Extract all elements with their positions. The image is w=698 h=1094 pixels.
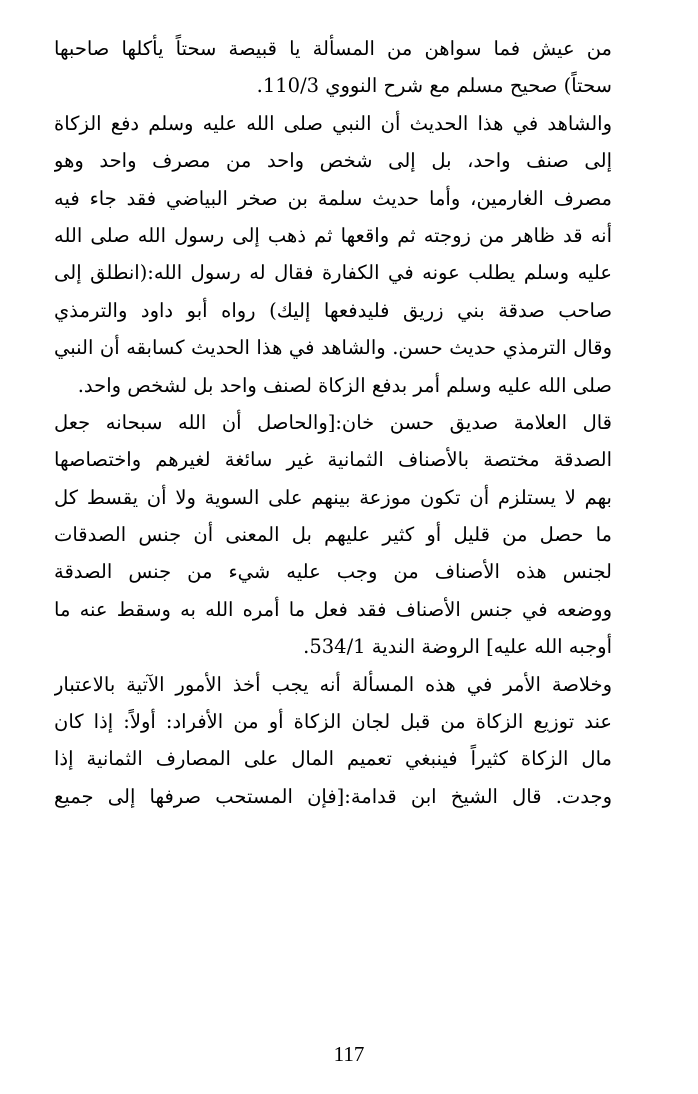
text-line: بهم لا يستلزم أن تكون موزعة بينهم على السوية ولا أن يقسط كل <box>54 485 612 509</box>
text-line: مصرف الغارمين، وأما حديث سلمة بن صخر البياضي فقد جاء فيه <box>54 186 612 210</box>
text-line: من عيش فما سواهن من المسألة يا قبيصة سحتاً يأكلها صاحبها <box>54 37 612 60</box>
text-line: عليه وسلم يطلب عونه في الكفارة فقال له رسول الله:(انطلق إلى <box>54 261 612 285</box>
text-line: صاحب صدقة بني زريق فليدفعها إليك) رواه أبو داود والترمذي <box>54 298 612 322</box>
text-line: عند توزيع الزكاة من قبل لجان الزكاة أو من الأفراد: أولاً: إذا كان <box>54 710 612 734</box>
text-line: الصدقة مختصة بالأصناف الثمانية غير سائغة لغيرهم واختصاصها <box>54 448 612 472</box>
text-line: والشاهد في هذا الحديث أن النبي صلى الله عليه وسلم دفع الزكاة <box>54 111 612 135</box>
text-line: إلى صنف واحد، بل إلى شخص واحد من مصرف واحد وهو <box>54 149 612 173</box>
text-line: ما حصل من قليل أو كثير عليهم بل المعنى أن جنس الصدقات <box>54 523 612 547</box>
text-line: وخلاصة الأمر في هذه المسألة أنه يجب أخذ الأمور الآتية بالاعتبار <box>54 672 612 696</box>
text-line: مال الزكاة كثيراً فينبغي تعميم المال على المصارف الثمانية إذا <box>54 747 612 771</box>
text-line: ووضعه في جنس الأصناف فقد فعل ما أمره الله به وسقط عنه ما <box>54 597 612 621</box>
page-number: 117 <box>333 1042 365 1066</box>
text-line: سحتاً) صحيح مسلم مع شرح النووي 110/3. <box>256 74 612 98</box>
text-line: وقال الترمذي حديث حسن. والشاهد في هذا الحديث كسابقه أن النبي <box>54 336 612 360</box>
text-line: صلى الله عليه وسلم أمر بدفع الزكاة لصنف واحد بل لشخص واحد. <box>77 373 612 397</box>
text-line: قال العلامة صديق حسن خان:[والحاصل أن الله سبحانه جعل <box>54 410 612 434</box>
text-line: وجدت. قال الشيخ ابن قدامة:[فإن المستحب صرفها إلى جميع <box>54 784 612 808</box>
body-text <box>54 30 612 815</box>
text-line: لجنس هذه الأصناف من وجب عليه شيء من جنس الصدقة <box>54 560 612 584</box>
text-line: أنه قد ظاهر من زوجته ثم واقعها ثم ذهب إلى رسول الله صلى الله <box>54 223 612 247</box>
text-line: أوجبه الله عليه] الروضة الندية 534/1. <box>303 635 612 659</box>
